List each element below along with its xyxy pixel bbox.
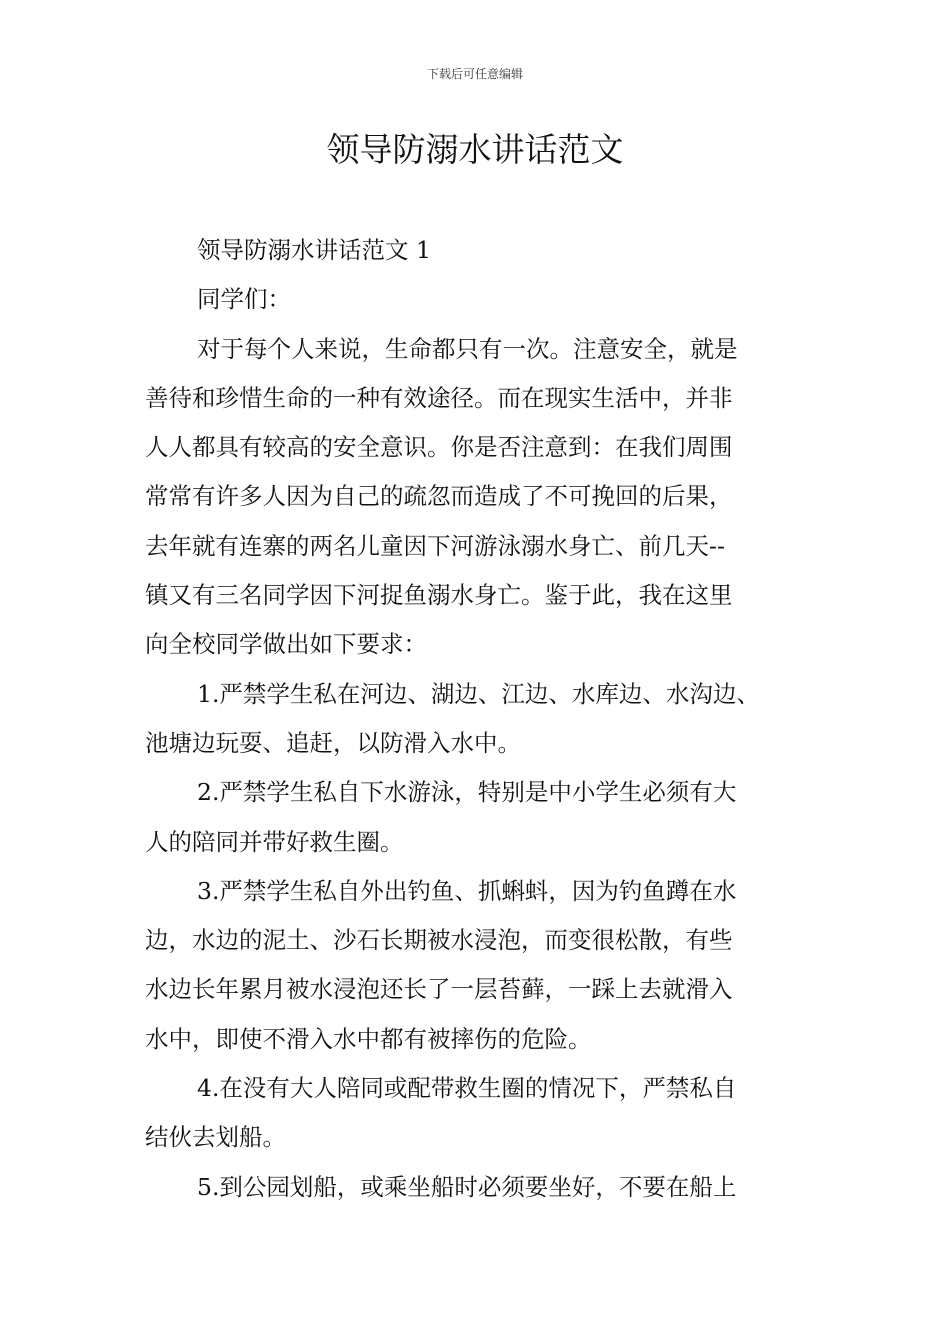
text-line: 人的陪同并带好救生圈。	[145, 827, 404, 856]
header-note: 下载后可任意编辑	[426, 67, 523, 81]
paragraph-salutation	[145, 275, 810, 324]
text-line: 水中，即使不滑入水中都有被摔伤的危险。	[145, 1024, 592, 1053]
text-line: 领导防溺水讲话范文 1	[197, 236, 431, 264]
text-line: 5.到公园划船，或乘坐船时必须要坐好，不要在船上	[197, 1172, 737, 1201]
text-line: 边，水边的泥土、沙石长期被水浸泡，而变很松散，有些	[145, 926, 733, 955]
text-line: 善待和珍惜生命的一种有效途径。而在现实生活中，并非	[145, 383, 733, 412]
paragraph-rule-4	[145, 1064, 810, 1163]
text-line: 镇又有三名同学因下河捉鱼溺水身亡。鉴于此，我在这里	[145, 581, 733, 610]
text-line: 常常有许多人因为自己的疏忽而造成了不可挽回的后果，	[145, 482, 733, 511]
paragraph-rule-3	[145, 867, 810, 1064]
paragraph-rule-5	[145, 1163, 810, 1212]
document-title: 领导防溺水讲话范文	[326, 130, 624, 169]
paragraph-intro	[145, 325, 810, 670]
paragraph-subtitle	[145, 226, 810, 275]
paragraph-rule-2	[145, 768, 810, 867]
text-line: 水边长年累月被水浸泡还长了一层苔藓，一踩上去就滑入	[145, 975, 733, 1004]
text-line: 3.严禁学生私自外出钓鱼、抓蝌蚪，因为钓鱼蹲在水	[197, 876, 737, 905]
text-line: 4.在没有大人陪同或配带救生圈的情况下，严禁私自	[197, 1074, 737, 1103]
text-line: 池塘边玩耍、追赶，以防滑入水中。	[145, 728, 521, 757]
text-line: 结伙去划船。	[145, 1123, 286, 1152]
text-line: 人人都具有较高的安全意识。你是否注意到：在我们周围	[145, 433, 733, 462]
document-body	[145, 226, 810, 1212]
paragraph-rule-1	[145, 670, 810, 769]
text-line: 1.严禁学生私在河边、湖边、江边、水库边、水沟边、	[197, 679, 760, 708]
text-line: 同学们：	[197, 285, 291, 314]
text-line: 对于每个人来说，生命都只有一次。注意安全，就是	[197, 334, 738, 363]
text-line: 去年就有连寨的两名儿童因下河游泳溺水身亡、前几天--	[145, 531, 725, 560]
text-line: 向全校同学做出如下要求：	[145, 630, 427, 659]
text-line: 2.严禁学生私自下水游泳，特别是中小学生必须有大	[197, 778, 737, 807]
